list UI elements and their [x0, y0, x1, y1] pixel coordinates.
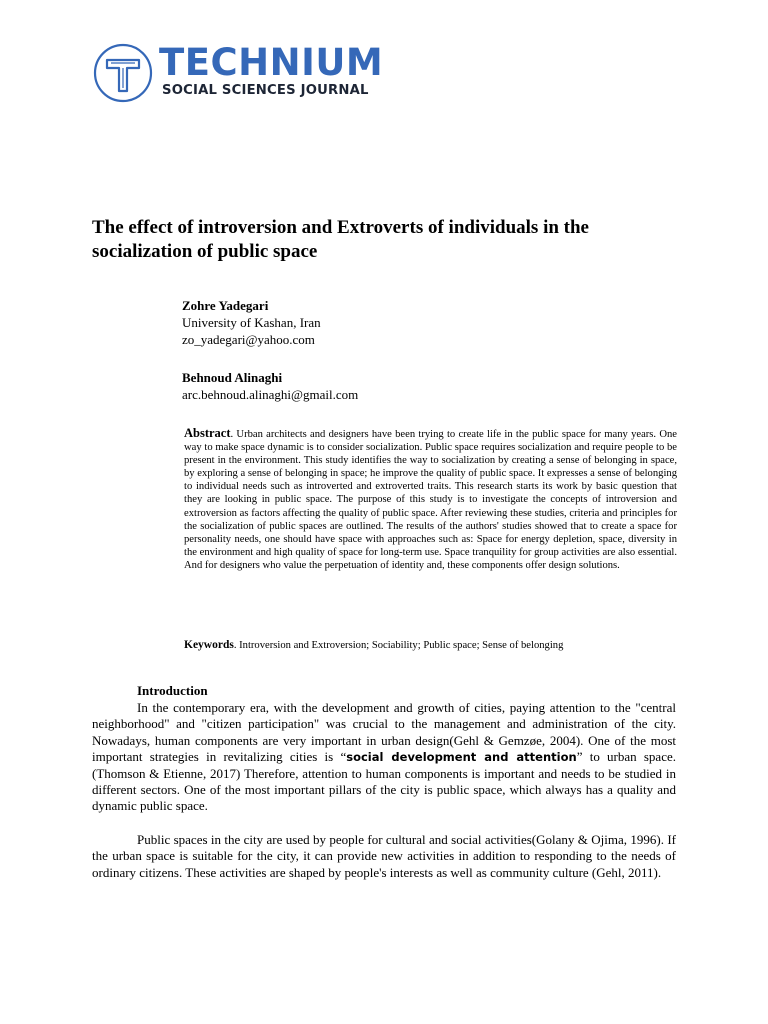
keywords-text: . Introversion and Extroversion; Sociability; Public space; Sense of belonging: [233, 640, 564, 651]
abstract-text: . Urban architects and designers have been trying to create life in the public space for many years. One way to make space dynamic is to consider socialization. Public space requires socialization and require people to be present in the environment. This study identifies the way to socialization by creating a sense of belonging in space, by exploring a sense of belonging in space; he improve the quality of public space. It expresses a sense of belonging to individual needs such as introverted and extroverted traits. This research starts its work by basic question that they are looking in public space. The purpose of this study is to investigate the concepts of introversion and extroversion as factors affecting the quality of public space. After reviewing these studies, criteria and principles for the socialization of public spaces are outlined. The results of the authors' studies showed that to create a space for personality needs, one should have space with approaches such as: Space for energy depletion, space, diversity in the environment and high quality of space for long-term use. Space tranquility for group activities are also essential. And for designers who value the perpetuation of identity and, these components offer design solutions.: [184, 429, 677, 571]
paper-title: The effect of introversion and Extroverts of individuals in the socialization of public space: [92, 217, 589, 262]
author-1: [182, 297, 321, 348]
technium-t-logo-icon: [93, 43, 153, 103]
abstract-label: Abstract: [184, 426, 231, 440]
intro-p1-text-a: In the contemporary era, with the development and growth of cities, paying attention to the "central neighborhood" and "citizen participation" was crucial to the management and administration of the city. Nowadays, human components are very important in urban design(Gehl & Gemzøe, 2004). One of the most important strategies in revitalizing cities is “: [92, 700, 676, 765]
author-email: zo_yadegari@yahoo.com: [182, 332, 315, 347]
intro-paragraph-1: [92, 700, 676, 815]
author-2: [182, 369, 358, 403]
journal-name: TECHNIUM: [159, 41, 384, 84]
intro-p1-emphasis: social development and attention: [346, 750, 577, 765]
keywords: [184, 638, 677, 653]
abstract: [184, 427, 677, 572]
section-heading-introduction: Introduction: [137, 683, 208, 698]
keywords-label: Keywords: [184, 639, 234, 651]
journal-subtitle: SOCIAL SCIENCES JOURNAL: [162, 83, 369, 98]
author-name: Zohre Yadegari: [182, 298, 269, 313]
author-email: arc.behnoud.alinaghi@gmail.com: [182, 387, 359, 402]
intro-p1-text-b: ” to urban space.(Thomson & Etienne, 2017) Therefore, attention to human components is important and needs to be studied in different sectors. One of the most important pillars of the city is public space, which always has a quality and dynamic public space.: [92, 749, 676, 814]
author-name: Behnoud Alinaghi: [182, 370, 283, 385]
author-affiliation: University of Kashan, Iran: [182, 315, 321, 330]
journal-logo: [93, 43, 393, 103]
intro-paragraph-2: Public spaces in the city are used by people for cultural and social activities(Golany & Ojima, 1996). If the urban space is suitable for the city, it can provide new activities in addition to responding to the needs of ordinary citizens. These activities are shaped by people's interests as well as community culture (Gehl, 2011).: [92, 832, 676, 880]
